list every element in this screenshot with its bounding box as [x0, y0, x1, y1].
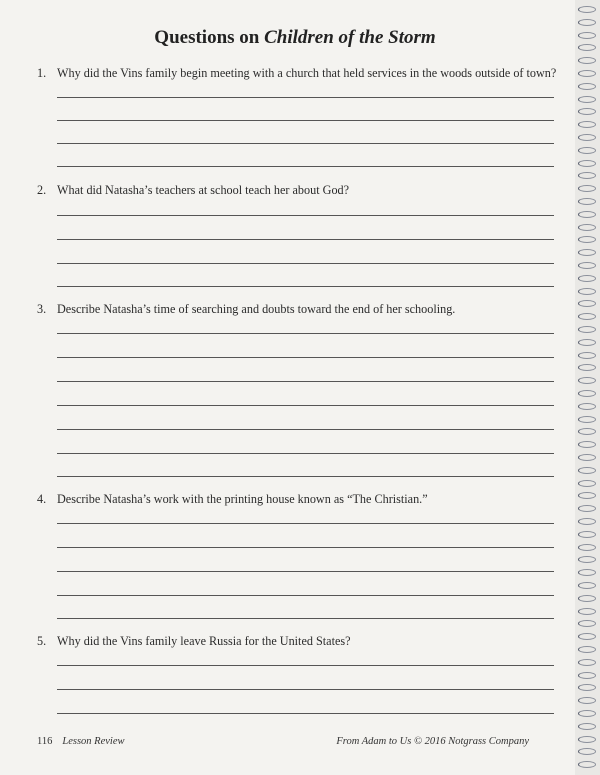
spiral-coil [578, 32, 596, 39]
spiral-coil [578, 249, 596, 256]
spiral-binding [575, 0, 600, 775]
spiral-coil [578, 211, 596, 218]
question-2 [37, 183, 349, 198]
spiral-coil [578, 364, 596, 371]
answer-line[interactable] [57, 333, 554, 334]
spiral-coil [578, 595, 596, 602]
spiral-coil [578, 633, 596, 640]
spiral-coil [578, 454, 596, 461]
question-5 [37, 634, 351, 649]
page-title [0, 27, 590, 49]
spiral-coil [578, 467, 596, 474]
footer-credit: From Adam to Us © 2016 Notgrass Company [336, 736, 529, 747]
spiral-coil [578, 96, 596, 103]
spiral-coil [578, 57, 596, 64]
spiral-coil [578, 6, 596, 13]
spiral-coil [578, 531, 596, 538]
spiral-coil [578, 672, 596, 679]
spiral-coil [578, 723, 596, 730]
spiral-coil [578, 428, 596, 435]
question-text: Why did the Vins family leave Russia for the United States? [57, 634, 351, 648]
spiral-coil [578, 505, 596, 512]
spiral-coil [578, 736, 596, 743]
question-1 [37, 66, 556, 81]
spiral-coil [578, 236, 596, 243]
spiral-coil [578, 339, 596, 346]
spiral-coil [578, 441, 596, 448]
spiral-coil [578, 313, 596, 320]
spiral-coil [578, 147, 596, 154]
answer-line[interactable] [57, 120, 554, 121]
answer-line[interactable] [57, 286, 554, 287]
answer-line[interactable] [57, 523, 554, 524]
answer-line[interactable] [57, 571, 554, 572]
spiral-coil [578, 172, 596, 179]
answer-line[interactable] [57, 215, 554, 216]
spiral-coil [578, 492, 596, 499]
answer-line[interactable] [57, 166, 554, 167]
spiral-coil [578, 134, 596, 141]
answer-line[interactable] [57, 357, 554, 358]
question-number: 3. [37, 302, 47, 316]
spiral-coil [578, 44, 596, 51]
answer-line[interactable] [57, 381, 554, 382]
spiral-coil [578, 19, 596, 26]
question-number: 4. [37, 492, 47, 506]
spiral-coil [578, 518, 596, 525]
spiral-coil [578, 403, 596, 410]
question-4 [37, 492, 428, 507]
spiral-coil [578, 224, 596, 231]
spiral-coil [578, 390, 596, 397]
spiral-coil [578, 569, 596, 576]
spiral-coil [578, 761, 596, 768]
spiral-coil [578, 326, 596, 333]
spiral-coil [578, 108, 596, 115]
spiral-coil [578, 416, 596, 423]
answer-line[interactable] [57, 453, 554, 454]
spiral-coil [578, 185, 596, 192]
answer-line[interactable] [57, 405, 554, 406]
spiral-coil [578, 748, 596, 755]
answer-line[interactable] [57, 689, 554, 690]
spiral-coil [578, 288, 596, 295]
question-text: Why did the Vins family begin meeting with a church that held services in the woods outside of town? [57, 66, 557, 80]
spiral-coil [578, 121, 596, 128]
page-number: 116 [37, 736, 53, 747]
spiral-coil [578, 710, 596, 717]
answer-line[interactable] [57, 263, 554, 264]
spiral-coil [578, 160, 596, 167]
answer-line[interactable] [57, 713, 554, 714]
answer-line[interactable] [57, 476, 554, 477]
question-number: 1. [37, 66, 47, 80]
section-label: Lesson Review [62, 736, 125, 747]
question-text: What did Natasha’s teachers at school teach her about God? [57, 183, 350, 197]
question-text: Describe Natasha’s time of searching and doubts toward the end of her schooling. [57, 302, 456, 316]
spiral-coil [578, 646, 596, 653]
answer-line[interactable] [57, 429, 554, 430]
spiral-coil [578, 608, 596, 615]
title-book: Children of the Storm [264, 27, 436, 48]
footer-left [37, 736, 125, 747]
spiral-coil [578, 70, 596, 77]
answer-line[interactable] [57, 239, 554, 240]
question-number: 5. [37, 634, 47, 648]
spiral-coil [578, 556, 596, 563]
spiral-coil [578, 697, 596, 704]
spiral-coil [578, 544, 596, 551]
spiral-coil [578, 480, 596, 487]
spiral-coil [578, 300, 596, 307]
question-text: Describe Natasha’s work with the printing house known as “The Christian.” [57, 492, 428, 506]
spiral-coil [578, 352, 596, 359]
spiral-coil [578, 684, 596, 691]
answer-line[interactable] [57, 143, 554, 144]
spiral-coil [578, 377, 596, 384]
spiral-coil [578, 83, 596, 90]
title-prefix: Questions on [154, 27, 265, 48]
answer-line[interactable] [57, 595, 554, 596]
answer-line[interactable] [57, 547, 554, 548]
question-3 [37, 302, 455, 317]
answer-line[interactable] [57, 618, 554, 619]
question-number: 2. [37, 183, 47, 197]
spiral-coil [578, 262, 596, 269]
answer-line[interactable] [57, 97, 554, 98]
spiral-coil [578, 582, 596, 589]
answer-line[interactable] [57, 665, 554, 666]
spiral-coil [578, 620, 596, 627]
spiral-coil [578, 659, 596, 666]
spiral-coil [578, 198, 596, 205]
spiral-coil [578, 275, 596, 282]
